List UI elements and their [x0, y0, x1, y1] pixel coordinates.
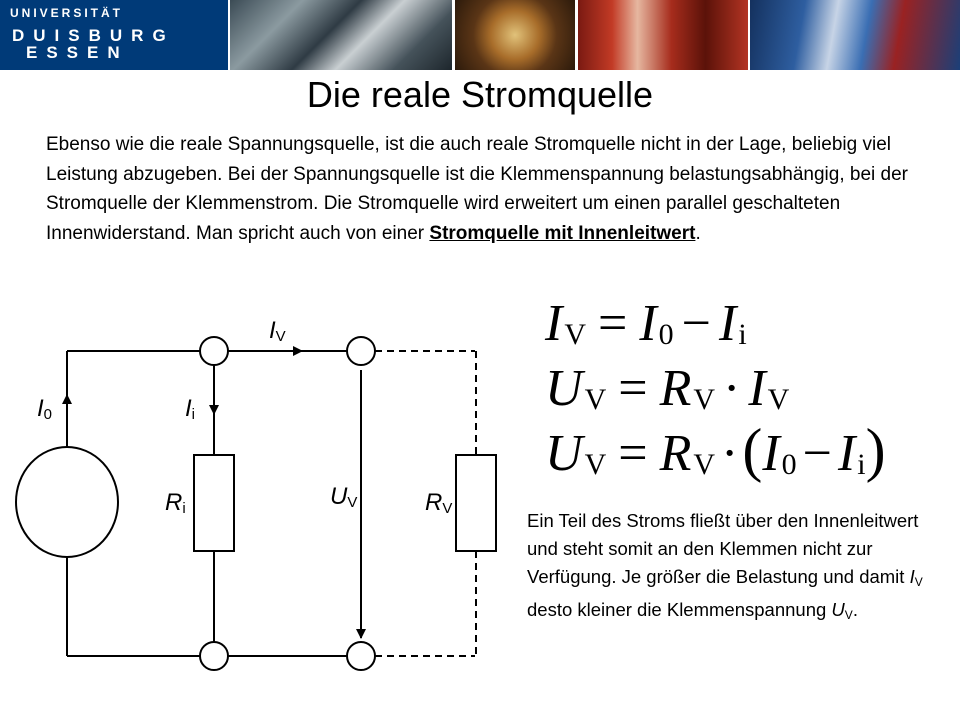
header-photo-1 [230, 0, 452, 70]
formula-1: IV = I0 − Ii [545, 295, 747, 352]
side-uv-sub: V [844, 608, 853, 622]
formula-block [535, 290, 945, 490]
side-text-1: Ein Teil des Stroms fließt über den Innenleitwert und steht somit an den Klemmen nicht zur Verfügung. Je größer die Belastung und damit [527, 510, 919, 587]
formula-3: UV = RV ·(I0 − Ii) [545, 417, 886, 483]
stromquelle-link[interactable]: Stromquelle mit Innenleitwert [429, 222, 696, 244]
intro-text: Ebenso wie die reale Spannungsquelle, ist die auch reale Stromquelle nicht in der Lage, beliebig viel Leistung abzugeben. Bei der Spannungsquelle ist die Klemmenspannung belastungsabhängig, bei der Stromquelle der Klemmenstrom. Die Stromquelle wird erweitert um einen parallel geschalteten Innenwiderstand. Man spricht auch von einer [46, 134, 908, 244]
label-iv: IV [269, 317, 286, 345]
header-banner [0, 0, 960, 70]
side-iv-sub: V [914, 575, 923, 589]
current-source-symbol [16, 447, 118, 557]
circuit-diagram [0, 290, 520, 710]
header-photo-3 [578, 0, 748, 70]
logo-text-essen: ESSEN [26, 43, 129, 62]
side-end: . [852, 599, 858, 620]
label-uv: UV [330, 483, 358, 511]
formula-2: UV = RV · IV [545, 360, 790, 417]
side-text-2: desto kleiner die Klemmenspannung [527, 599, 832, 620]
intro-paragraph [46, 130, 926, 248]
slide-title: Die reale Stromquelle [306, 74, 654, 115]
side-iv-symbol: I [909, 566, 915, 587]
resistor-ri [194, 455, 234, 551]
label-i0: I0 [37, 395, 53, 423]
explanation-paragraph [527, 507, 927, 629]
label-ri: Ri [165, 489, 186, 517]
university-logo[interactable] [0, 0, 228, 70]
terminal-top-left [200, 337, 228, 365]
side-uv-symbol: U [831, 599, 845, 620]
header-photo-2 [455, 0, 575, 70]
intro-end: . [695, 222, 701, 244]
logo-text-universitaet: UNIVERSITÄT [10, 6, 124, 20]
resistor-rv [456, 455, 496, 551]
terminal-bottom-left [200, 642, 228, 670]
header-photo-4 [750, 0, 960, 70]
label-ii: Ii [185, 395, 196, 423]
logo-text-duisburg: DUISBURG [12, 26, 175, 45]
label-rv: RV [425, 489, 453, 517]
terminal-top-right [347, 337, 375, 365]
terminal-bottom-right [347, 642, 375, 670]
